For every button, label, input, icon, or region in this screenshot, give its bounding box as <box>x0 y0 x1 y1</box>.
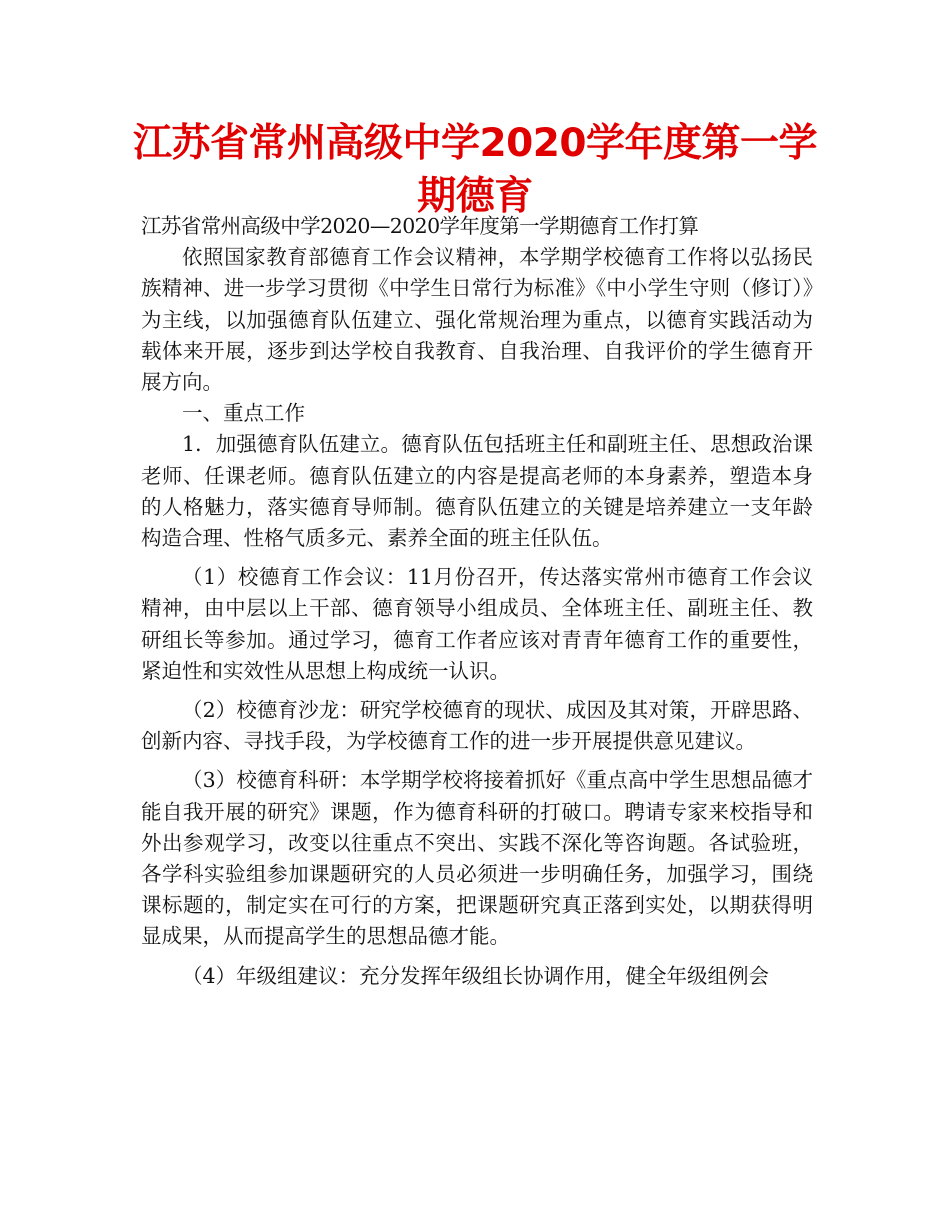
document-subtitle: 江苏省常州高级中学2020—2020学年度第一学期德育工作打算 <box>141 214 699 238</box>
document-body <box>141 211 813 992</box>
paragraph-subitem-4: （4）年级组建议：充分发挥年级组长协调作用，健全年级组例会 <box>182 963 770 988</box>
paragraph-subitem-1: （1）校德育工作会议：11月份召开，传达落实常州市德育工作会议精神，由中层以上干部、德育领导小组成员、全体班主任、副班主任、教研组长等参加。通过学习，德育工作者应该对青青年德育工作的重要性，紧迫性和实效性从思想上构成统一认识。 <box>141 565 813 683</box>
paragraph-intro: 依照国家教育部德育工作会议精神，本学期学校德育工作将以弘扬民族精神、进一步学习贯彻《中学生日常行为标准》《中小学生守则（修订）》为主线，以加强德育队伍建立、强化常规治理为重点，以德育实践活动为载体来开展，逐步到达学校自我教育、自我治理、自我评价的学生德育开展方向。 <box>141 245 813 395</box>
section-heading-key-work: 一、重点工作 <box>182 401 305 426</box>
paragraph-subitem-2: （2）校德育沙龙：研究学校德育的现状、成因及其对策，开辟思路、创新内容、寻找手段，为学校德育工作的进一步开展提供意见建议。 <box>141 698 813 754</box>
paragraph-item-1: 1．加强德育队伍建立。德育队伍包括班主任和副班主任、思想政治课老师、任课老师。德育队伍建立的内容是提高老师的本身素养，塑造本身的人格魅力，落实德育导师制。德育队伍建立的关键是培养建立一支年龄构造合理、性格气质多元、素养全面的班主任队伍。 <box>141 432 813 551</box>
document-title: 江苏省常州高级中学2020学年度第一学期德育 <box>132 121 818 219</box>
paragraph-subitem-3: （3）校德育科研：本学期学校将接着抓好《重点高中学生思想品德才能自我开展的研究》课题，作为德育科研的打破口。聘请专家来校指导和外出参观学习，改变以往重点不突出、实践不深化等咨询题。各试验班，各学科实验组参加课题研究的人员必须进一步明确任务，加强学习，围绕课标题的，制定实在可行的方案，把课题研究真正落到实处，以期获得明显成果，从而提高学生的思想品德才能。 <box>141 768 813 949</box>
